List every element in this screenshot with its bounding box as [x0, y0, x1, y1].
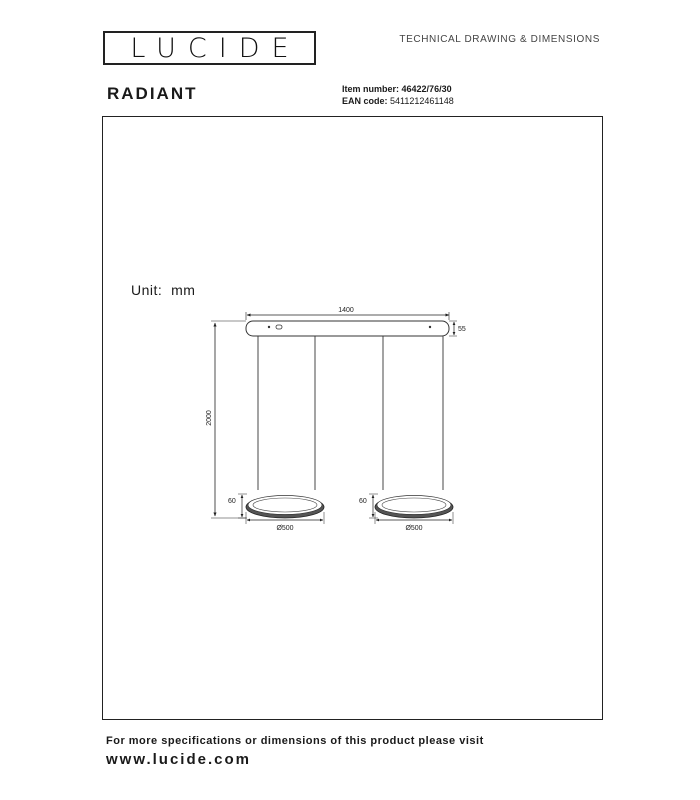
ean-code-label: EAN code: [342, 96, 388, 106]
width-dimension-label: 1400 [338, 307, 354, 314]
total-height-label: 2000 [206, 410, 213, 426]
footer-more-specs: For more specifications or dimensions of this product please visit [106, 735, 484, 747]
product-name: RADIANT [107, 84, 198, 103]
ring-left-height-label: 60 [228, 498, 236, 505]
item-number-label: Item number: [342, 84, 400, 94]
item-number-value: 46422/76/30 [401, 84, 452, 94]
unit-label-text: Unit: [131, 282, 163, 298]
ring-right [375, 496, 453, 519]
canopy-screw-left [268, 326, 270, 328]
ring-left-diameter-label: Ø500 [276, 525, 294, 532]
canopy-height-label: 55 [458, 326, 466, 333]
document-type: TECHNICAL DRAWING & DIMENSIONS [399, 34, 600, 45]
footer-website-link[interactable]: www.lucide.com [106, 751, 251, 768]
ring-right-height-label: 60 [359, 498, 367, 505]
ean-code-value: 5411212461148 [390, 96, 454, 106]
unit-value: mm [171, 282, 196, 298]
logo-text: LUCIDE [130, 32, 301, 64]
canopy-screw-right [429, 326, 431, 328]
ring-left [246, 496, 324, 519]
ring-right-diameter-label: Ø500 [405, 525, 423, 532]
